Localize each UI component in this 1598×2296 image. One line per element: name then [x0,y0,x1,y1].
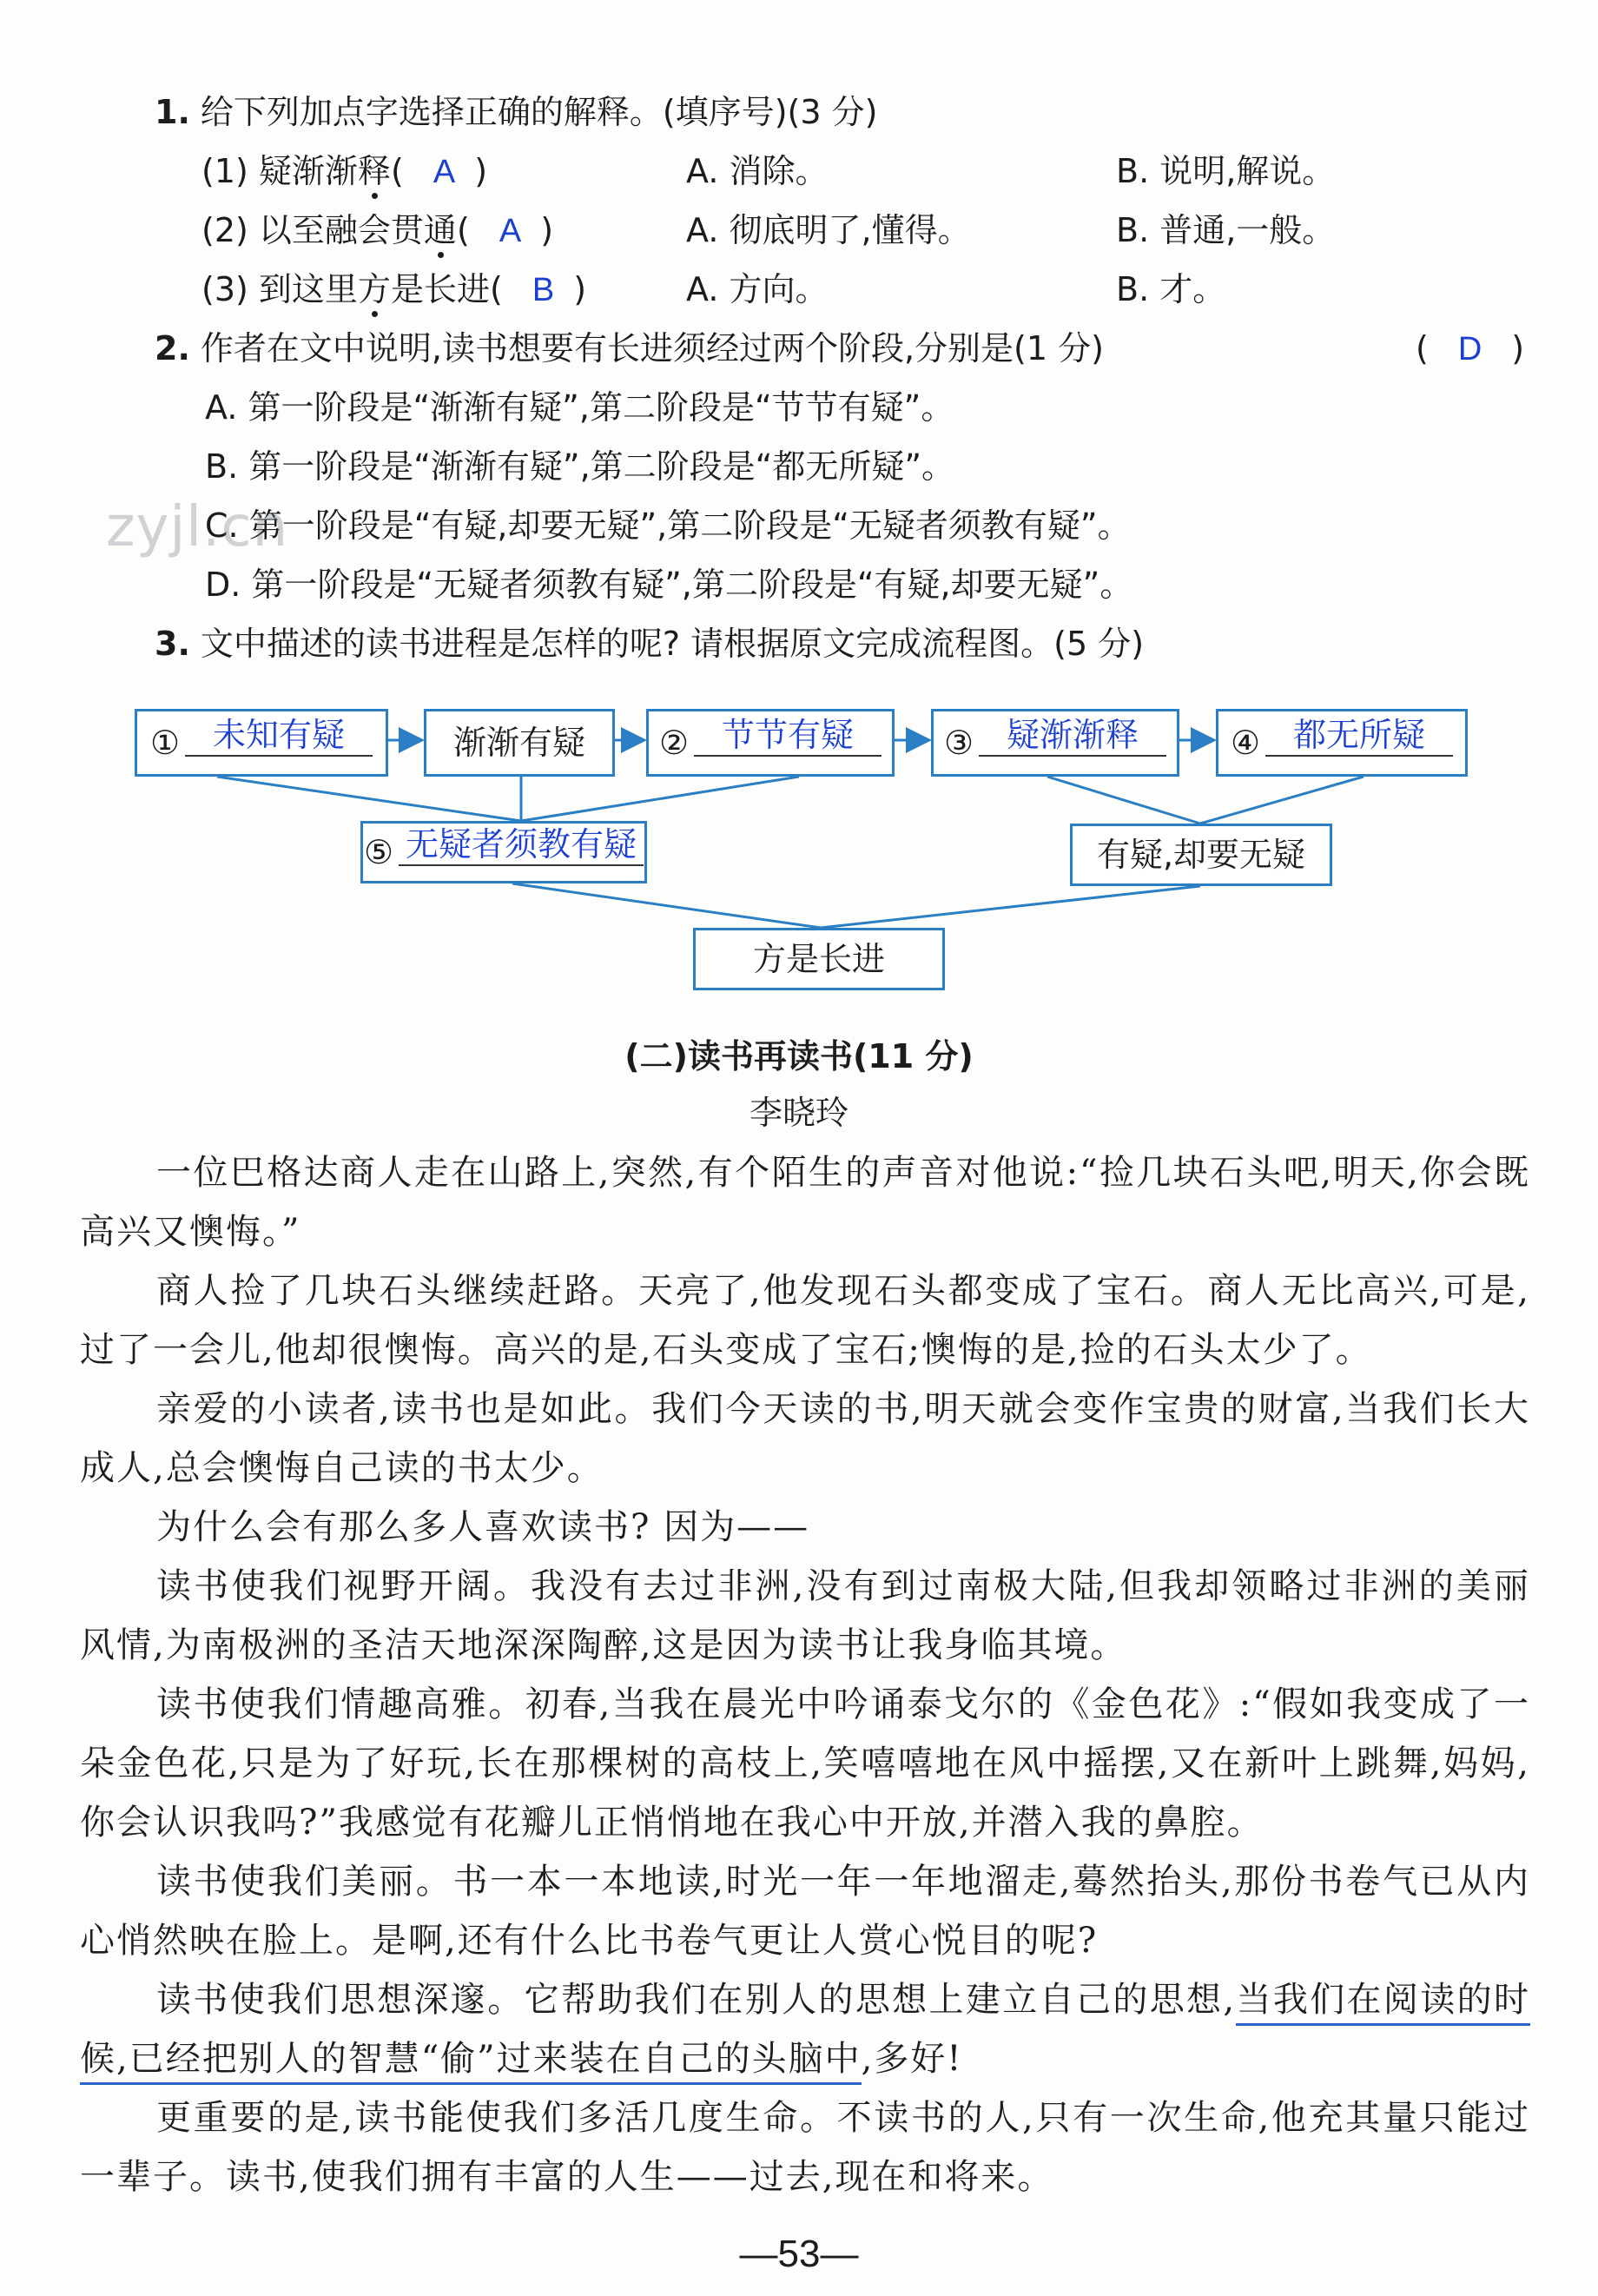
paragraph-2: 商人捡了几块石头继续赶路。天亮了,他发现石头都变成了宝石。商人无比高兴,可是,过了一会儿,他却很懊悔。高兴的是,石头变成了宝石;懊悔的是,捡的石头太少了。 [80,1271,1530,1370]
paragraph-1: 一位巴格达商人走在山路上,突然,有个陌生的声音对他说:“捡几块石头吧,明天,你会既高兴又懊悔。” [80,1153,1530,1252]
q2-answer: D [1457,331,1482,367]
paren-open: 是长进( [390,270,503,308]
q1-item-text: (2) 以至融会贯 [201,211,424,249]
q1-item-text: (1) 疑渐渐 [201,152,358,190]
q3-number: 3. [155,625,190,663]
paragraph-8 [80,1970,1530,2088]
flow-box-4 [931,709,1179,777]
flow-answer-5: 无疑者须教有疑 [399,828,644,866]
circle-number-4: ④ [1230,724,1261,762]
paragraph-7: 读书使我们美丽。书一本一本地读,时光一年一年地溜走,蓦然抬头,那份书卷气已从内心悄然映在脸上。是啊,还有什么比书卷气更让人赏心悦目的呢? [80,1862,1530,1961]
q2-option-d: D. 第一阶段是“无疑者须教有疑”,第二阶段是“有疑,却要无疑”。 [205,566,1133,604]
underlined-sentence: 当我们在阅读的时候,已经把别人的智慧“偷”过来装在自己的头脑中 [80,1980,1530,2085]
watermark: zyjl.cn [106,495,289,559]
flow-answer-1: 未知有疑 [185,718,373,757]
circle-number-3: ③ [943,724,974,762]
flow-box-3 [646,709,895,777]
paren-close: ) [1511,329,1525,367]
author-name: 李晓玲 [749,1094,849,1132]
q1-answer-2: A [499,213,522,249]
paragraph-4: 为什么会有那么多人喜欢读书? 因为—— [156,1507,810,1547]
flow-box-1 [135,709,388,777]
q1-item-1-option-b: B. 说明,解说。 [1116,152,1336,190]
flow-box-7: 有疑,却要无疑 [1070,824,1332,886]
q1-item-2-option-b: B. 普通,一般。 [1116,211,1336,249]
paren-open: ( [456,211,470,249]
paragraph-8-text: 读书使我们思想深邃。它帮助我们在别人的思想上建立自己的思想, [156,1980,1237,2020]
circle-number-1: ① [149,724,181,762]
q1-number: 1. [155,93,190,131]
q1-answer-1: A [433,154,456,190]
q1-item-2-option-a: A. 彻底明了,懂得。 [686,211,971,249]
dotted-char: 方 [357,270,391,308]
q2-number: 2. [155,329,190,367]
q1-item-3-option-a: A. 方向。 [686,270,829,308]
dotted-char: 释 [357,152,391,190]
q2-option-b: B. 第一阶段是“渐渐有疑”,第二阶段是“都无所疑”。 [205,447,955,486]
q2-option-a: A. 第一阶段是“渐渐有疑”,第二阶段是“节节有疑”。 [205,388,954,427]
paragraph-3: 亲爱的小读者,读书也是如此。我们今天读的书,明天就会变作宝贵的财富,当我们长大成人,总会懊悔自己读的书太少。 [80,1389,1530,1488]
paragraph-9: 更重要的是,读书能使我们多活几度生命。不读书的人,只有一次生命,他充其量只能过一辈子。读书,使我们拥有丰富的人生——过去,现在和将来。 [80,2098,1530,2197]
circle-number-5: ⑤ [363,833,394,871]
q2-prompt: 作者在文中说明,读书想要有长进须经过两个阶段,分别是(1 分) [200,329,1104,367]
dotted-char: 通 [423,211,457,249]
paren-open: ( [1416,329,1429,367]
flow-box-6 [360,821,647,883]
paragraph-6: 读书使我们情趣高雅。初春,当我在晨光中吟诵泰戈尔的《金色花》:“假如我变成了一朵金色花,只是为了好玩,长在那棵树的高枝上,笑嘻嘻地在风中摇摆,又在新叶上跳舞,妈妈,你会认识我吗?”我感觉有花瓣儿正悄悄地在我心中开放,并潜入我的鼻腔。 [80,1684,1530,1843]
q1-prompt: 给下列加点字选择正确的解释。(填序号)(3 分) [200,93,878,131]
flow-box-5 [1216,709,1468,777]
flow-answer-4: 都无所疑 [1265,718,1453,757]
section-title: (二)读书再读书(11 分) [624,1037,974,1075]
page-number: —53— [739,2233,859,2275]
paren-close: ) [540,211,554,249]
q1-item-3-option-b: B. 才。 [1116,270,1226,308]
q3-prompt: 文中描述的读书进程是怎样的呢? 请根据原文完成流程图。(5 分) [200,625,1145,663]
flow-box-2: 渐渐有疑 [424,709,615,777]
paren-close: ) [474,152,488,190]
flow-answer-3: 疑渐渐释 [979,718,1166,757]
circle-number-2: ② [658,724,690,762]
flow-answer-2: 节节有疑 [694,718,882,757]
paren-close: ) [573,270,587,308]
flow-box-8: 方是长进 [693,928,945,990]
q1-item-text: (3) 到这里 [201,270,358,308]
paren-open: ( [390,152,404,190]
q1-item-1-option-a: A. 消除。 [686,152,829,190]
flowchart-connectors [0,0,1598,999]
q2-option-c: C. 第一阶段是“有疑,却要无疑”,第二阶段是“无疑者须教有疑”。 [205,506,1131,545]
q1-answer-3: B [532,272,555,308]
paragraph-8-end: ,多好! [861,2039,963,2079]
paragraph-5: 读书使我们视野开阔。我没有去过非洲,没有到过南极大陆,但我却领略过非洲的美丽风情,为南极洲的圣洁天地深深陶醉,这是因为读书让我身临其境。 [80,1566,1530,1665]
